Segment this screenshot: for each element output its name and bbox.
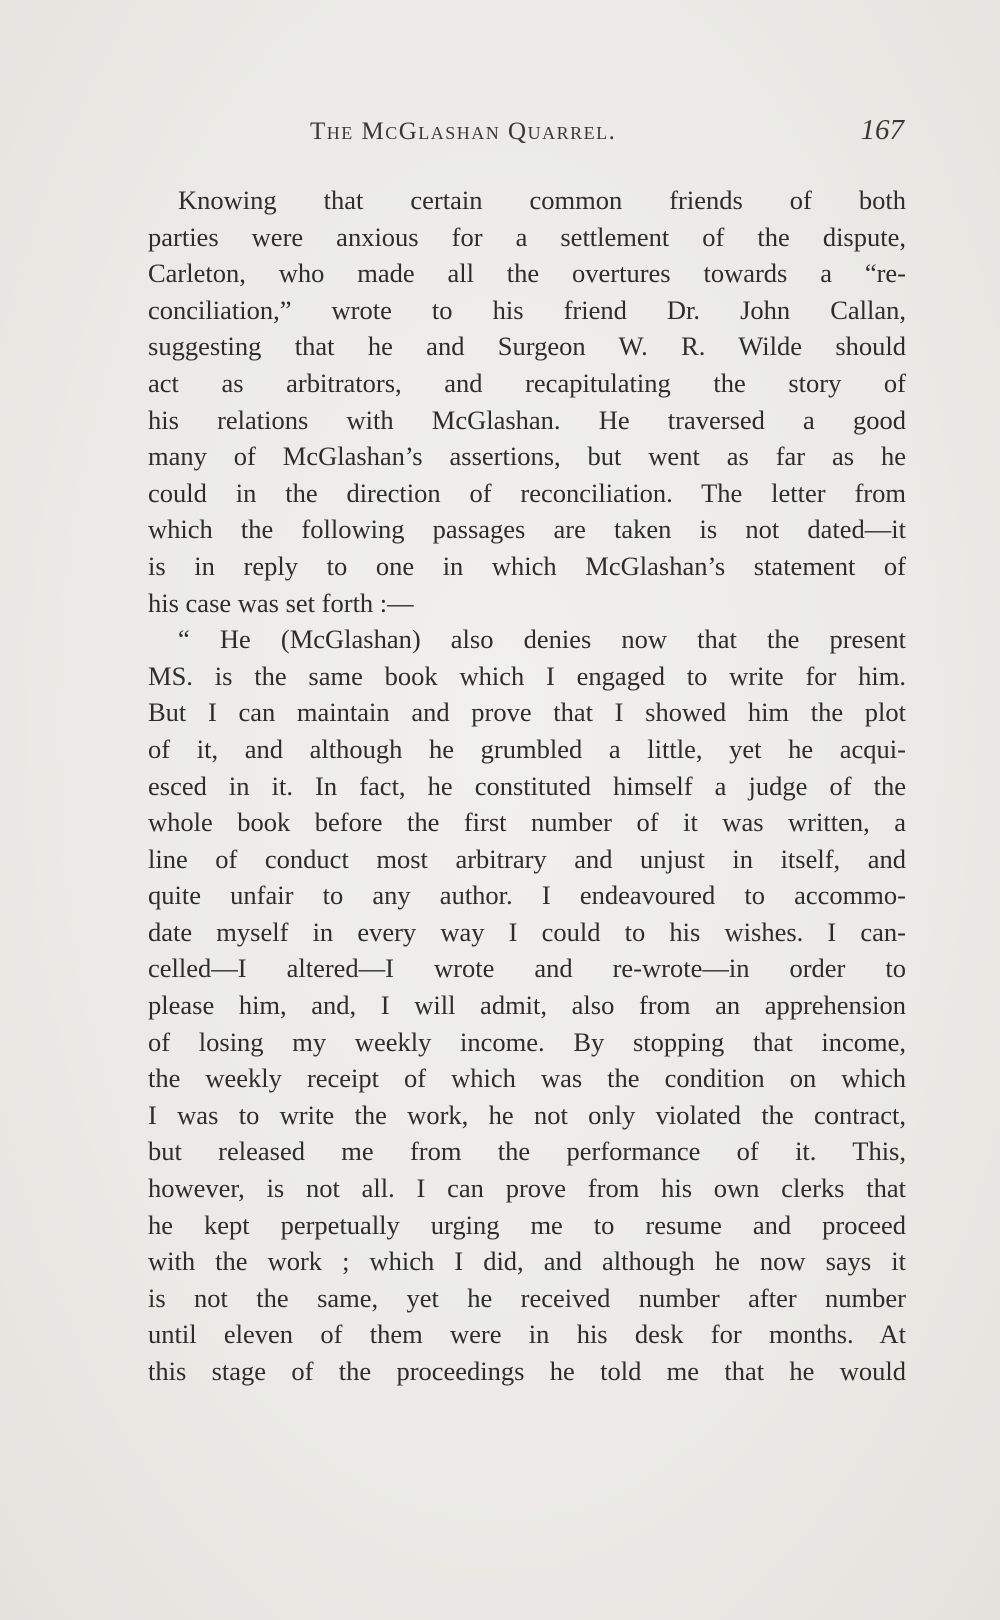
text-line: could in the direction of reconciliation. The letter from: [148, 477, 906, 508]
text-line: the weekly receipt of which was the condition on which: [148, 1063, 906, 1094]
text-line: But I can maintain and prove that I showed him the plot: [148, 697, 906, 728]
text-line: which the following passages are taken is not dated—it: [148, 514, 906, 545]
text-line: many of McGlashan’s assertions, but went as far as he: [148, 441, 906, 472]
text-line: celled—I altered—I wrote and re-wrote—in order to: [148, 953, 906, 984]
text-line: quite unfair to any author. I endeavoured to accommo-: [148, 880, 906, 911]
text-line: date myself in every way I could to his wishes. I can-: [148, 916, 906, 947]
text-line: whole book before the first number of it was written, a: [148, 807, 906, 838]
page-header: [150, 114, 906, 158]
text-line: until eleven of them were in his desk for months. At: [148, 1319, 906, 1350]
text-line: his relations with McGlashan. He traversed a good: [148, 404, 906, 435]
text-line: please him, and, I will admit, also from an apprehension: [148, 990, 906, 1021]
text-line: however, is not all. I can prove from his own clerks that: [148, 1173, 906, 1204]
text-line: of losing my weekly income. By stopping that income,: [148, 1026, 906, 1057]
text-line: esced in it. In fact, he constituted himself a judge of the: [148, 770, 906, 801]
text-line: his case was set forth :—: [148, 587, 414, 618]
text-line: is in reply to one in which McGlashan’s statement of: [148, 550, 906, 581]
body-text: [148, 182, 906, 1390]
text-line: this stage of the proceedings he told me that he would: [148, 1356, 906, 1386]
text-line: “ He (McGlashan) also denies now that the present: [178, 624, 906, 655]
page-number: 167: [860, 114, 904, 146]
text-line: Knowing that certain common friends of both: [178, 185, 906, 215]
text-line: line of conduct most arbitrary and unjust in itself, and: [148, 843, 906, 874]
text-line: conciliation,” wrote to his friend Dr. John Callan,: [148, 294, 906, 325]
text-line: act as arbitrators, and recapitulating the story of: [148, 367, 906, 398]
paragraph: [148, 182, 906, 621]
text-line: of it, and although he grumbled a little, yet he acqui-: [148, 733, 906, 764]
text-line: I was to write the work, he not only violated the contract,: [148, 1099, 906, 1130]
text-line: he kept perpetually urging me to resume and proceed: [148, 1209, 906, 1240]
paragraph: [148, 621, 906, 1389]
text-line: MS. is the same book which I engaged to write for him.: [148, 660, 906, 691]
text-line: suggesting that he and Surgeon W. R. Wilde should: [148, 331, 906, 362]
text-line: but released me from the performance of it. This,: [148, 1136, 906, 1167]
text-line: is not the same, yet he received number after number: [148, 1282, 906, 1313]
text-line: parties were anxious for a settlement of the dispute,: [148, 221, 906, 252]
text-line: with the work ; which I did, and although he now says it: [148, 1246, 906, 1277]
running-head: The McGlashan Quarrel.: [310, 118, 617, 145]
text-line: Carleton, who made all the overtures towards a “re-: [148, 258, 906, 289]
